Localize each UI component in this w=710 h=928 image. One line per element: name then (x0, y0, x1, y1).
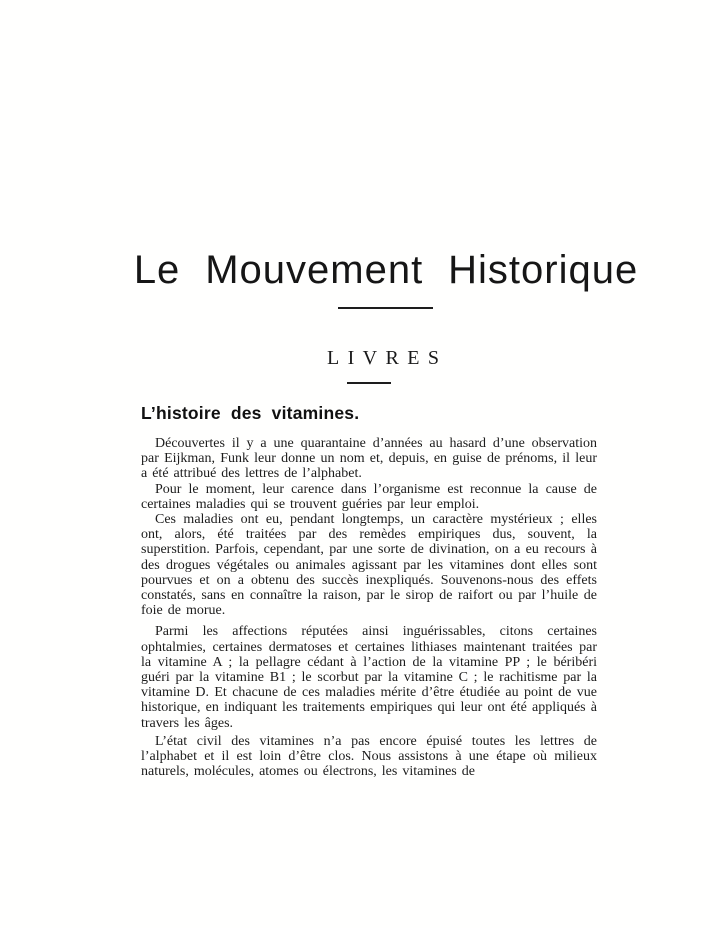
title-divider-rule (338, 307, 433, 309)
article-paragraph: Découvertes il y a une quarantaine d’années au hasard d’une observation par Eijkman, Funk leur donne un nom et, depuis, en guise de prénoms, il leur a été attribué des lettres de l’alphabet. (141, 436, 597, 482)
article-paragraph: Pour le moment, leur carence dans l’organisme est reconnue la cause de certaines maladies qui se trouvent guéries par leur emploi. (141, 481, 597, 512)
article-paragraph: L’état civil des vitamines n’a pas encore épuisé toutes les lettres de l’alphabet et il est loin d’être clos. Nous assistons à une étape où milieux naturels, molécules, atomes ou électrons, les vitamines de (141, 733, 597, 780)
article-paragraph: Ces maladies ont eu, pendant longtemps, un caractère mystérieux ; elles ont, alors, été traitées par des remèdes empiriques dus, souvent, la superstition. Parfois, cependant, par une sorte de divination, on a eu recours à des drogues végétales ou animales agissant par les vitamines dont elles sont pourvues et on a obtenu des succès inexpliqués. Souvenons-nous des effets constatés, sans en connaître la raison, par le sirop de raifort ou par l’huile de foie de morue. (141, 512, 597, 619)
section-divider-rule (347, 382, 391, 384)
content-column (133, 0, 639, 780)
section-heading-livres: LIVRES (326, 347, 448, 369)
article-paragraph: Parmi les affections réputées ainsi inguérissables, citons certaines ophtalmies, certaines dermatoses et certaines lithiases maintenant traitées par la vitamine A ; la pellagre cédant à l’action de la vitamine PP ; le béribéri guéri par la vitamine B1 ; le scorbut par la vitamine C ; le rachitisme par la vitamine D. Et chacune de ces maladies mérite d’être étudiée au point de vue historique, en indiquant les traitements empiriques qui leur ont été appliqués à travers les âges. (141, 624, 597, 731)
article-body (141, 436, 597, 779)
journal-title: Le Mouvement Historique (133, 248, 639, 292)
article-title: L’histoire des vitamines. (141, 403, 360, 423)
